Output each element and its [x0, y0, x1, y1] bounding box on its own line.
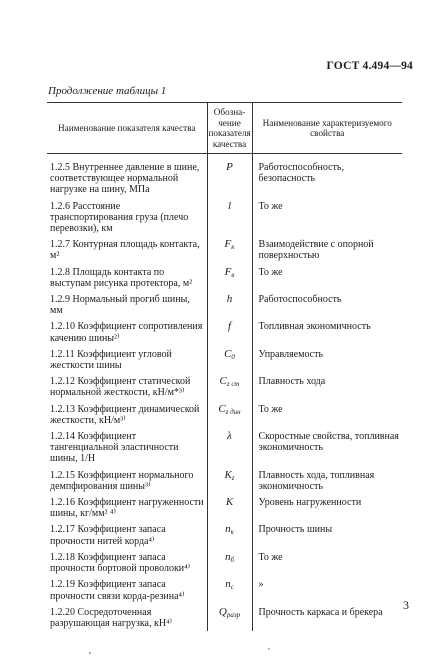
characterized-property: Плавность хода	[258, 376, 326, 388]
column-header-name: Наименование показателя качества	[47, 103, 207, 154]
symbol-subscript: в	[231, 270, 235, 279]
symbol-subscript: z	[231, 473, 235, 482]
indicator-name: 1.2.20 Сосредоточенная разрушающая нагрузка, кН⁴⁾	[47, 604, 207, 631]
table-row	[47, 373, 402, 400]
characterized-property: То же	[258, 200, 283, 212]
quality-indicators-table	[47, 102, 402, 631]
characterized-property: Уровень нагруженности	[258, 497, 362, 509]
table-row	[47, 346, 402, 373]
indicator-symbol	[207, 521, 252, 548]
indicator-name: 1.2.18 Коэффициент запаса прочности бортовой проволоки⁴⁾	[47, 549, 207, 576]
indicator-symbol	[207, 401, 252, 428]
symbol-letter: λ	[227, 430, 232, 443]
symbol-letter: C	[219, 375, 227, 388]
table-row	[47, 318, 402, 345]
table-row	[47, 264, 402, 291]
indicator-symbol	[207, 346, 252, 373]
indicator-name: 1.2.16 Коэффициент нагруженности шины, кг/мм² ⁴⁾	[47, 494, 207, 521]
symbol-letter: n	[225, 523, 231, 536]
table-caption: Продолжение таблицы 1	[48, 85, 167, 97]
page-number: 3	[403, 598, 409, 612]
indicator-symbol	[207, 264, 252, 291]
characterized-property: Прочность каркаса и брекера	[258, 606, 383, 618]
characterized-property: »	[258, 579, 264, 591]
indicator-symbol	[207, 291, 252, 318]
indicator-symbol	[207, 549, 252, 576]
table-row	[47, 291, 402, 318]
indicator-name: 1.2.19 Коэффициент запаса прочности связи корда-резина⁴⁾	[47, 576, 207, 603]
indicator-name: 1.2.10 Коэффициент сопротивления качению шины²⁾	[47, 318, 207, 345]
symbol-letter: F	[224, 265, 232, 278]
indicator-symbol	[207, 467, 252, 494]
table-row	[47, 198, 402, 237]
indicator-name: 1.2.14 Коэффициент тангенциальной эластичности шины, 1/Н	[47, 428, 207, 467]
table-row	[47, 154, 402, 198]
symbol-subscript: разр	[226, 610, 241, 619]
table-row	[47, 549, 402, 576]
table-body	[47, 154, 402, 632]
table-row	[47, 494, 402, 521]
symbol-letter: P	[226, 161, 233, 173]
table-header-row	[47, 103, 402, 154]
standard-header: ГОСТ 4.494—94	[326, 60, 413, 72]
symbol-letter: f	[227, 320, 232, 333]
characterized-property: Топливная экономичность	[258, 321, 371, 333]
symbol-letter: F	[224, 238, 232, 251]
characterized-property: Прочность шины	[258, 524, 333, 536]
indicator-symbol	[207, 236, 252, 263]
table-row	[47, 521, 402, 548]
symbol-subscript: z дин	[225, 407, 241, 416]
symbol-letter: h	[226, 293, 233, 306]
indicator-name: 1.2.5 Внутреннее давление в шине, соответствующее нормальной нагрузке на шину, МПа	[47, 154, 207, 198]
characterized-property: Управляемость	[258, 348, 324, 360]
scan-speck	[89, 652, 91, 654]
characterized-property: То же	[258, 266, 283, 278]
characterized-property: Работоспособность, безопасность	[258, 162, 344, 185]
table-row	[47, 401, 402, 428]
indicator-symbol	[207, 318, 252, 345]
symbol-letter: n	[224, 550, 231, 563]
symbol-subscript: б	[230, 555, 235, 564]
characterized-property: Взаимодействие с опорной поверхностью	[258, 239, 374, 262]
indicator-symbol	[207, 154, 252, 198]
table-row	[47, 604, 402, 631]
indicator-symbol	[207, 373, 252, 400]
indicator-name: 1.2.8 Площадь контакта по выступам рисунка протектора, м²	[47, 264, 207, 291]
indicator-symbol	[207, 604, 252, 631]
scan-speck	[268, 648, 270, 650]
characterized-property: Плавность хода, топливная экономичность	[258, 469, 375, 492]
table-row	[47, 428, 402, 467]
symbol-letter: n	[225, 578, 231, 591]
indicator-name: 1.2.6 Расстояние транспортирования груза (плечо перевозки), км	[47, 198, 207, 237]
column-header-symbol: Обозна-чение показателя качества	[207, 103, 252, 154]
characterized-property: То же	[258, 551, 283, 563]
symbol-subscript: к	[231, 243, 235, 252]
indicator-name: 1.2.17 Коэффициент запаса прочности нитей корда⁴⁾	[47, 521, 207, 548]
indicator-name: 1.2.7 Контурная площадь контакта, м²	[47, 236, 207, 263]
indicator-name: 1.2.12 Коэффициент статической нормальной жесткости, кН/м*³⁾	[47, 373, 207, 400]
symbol-letter: l	[227, 199, 232, 212]
indicator-name: 1.2.9 Нормальный прогиб шины, мм	[47, 291, 207, 318]
symbol-letter: Q	[218, 605, 227, 618]
characterized-property: Работоспособность	[258, 294, 342, 306]
indicator-name: 1.2.11 Коэффициент угловой жесткости шины	[47, 346, 207, 373]
symbol-subscript: с	[230, 583, 234, 592]
table-row	[47, 576, 402, 603]
symbol-subscript: 0	[231, 352, 235, 361]
symbol-letter: K	[224, 468, 232, 481]
characterized-property: То же	[258, 403, 283, 415]
characterized-property: Скоростные свойства, топливная экономичность	[258, 431, 399, 454]
indicator-symbol	[207, 494, 252, 521]
symbol-letter: K	[225, 496, 234, 509]
table-row	[47, 236, 402, 263]
symbol-subscript: z ст	[226, 380, 240, 389]
column-header-property: Наименование характеризуемого свойства	[252, 103, 402, 154]
indicator-name: 1.2.13 Коэффициент динамической жесткости, кН/м³⁾	[47, 401, 207, 428]
indicator-symbol	[207, 576, 252, 603]
symbol-letter: C	[224, 347, 232, 360]
indicator-symbol	[207, 198, 252, 237]
indicator-symbol	[207, 428, 252, 467]
indicator-name: 1.2.15 Коэффициент нормального демпфирования шины³⁾	[47, 467, 207, 494]
symbol-letter: C	[218, 402, 226, 415]
table-row	[47, 467, 402, 494]
symbol-subscript: к	[230, 528, 234, 537]
